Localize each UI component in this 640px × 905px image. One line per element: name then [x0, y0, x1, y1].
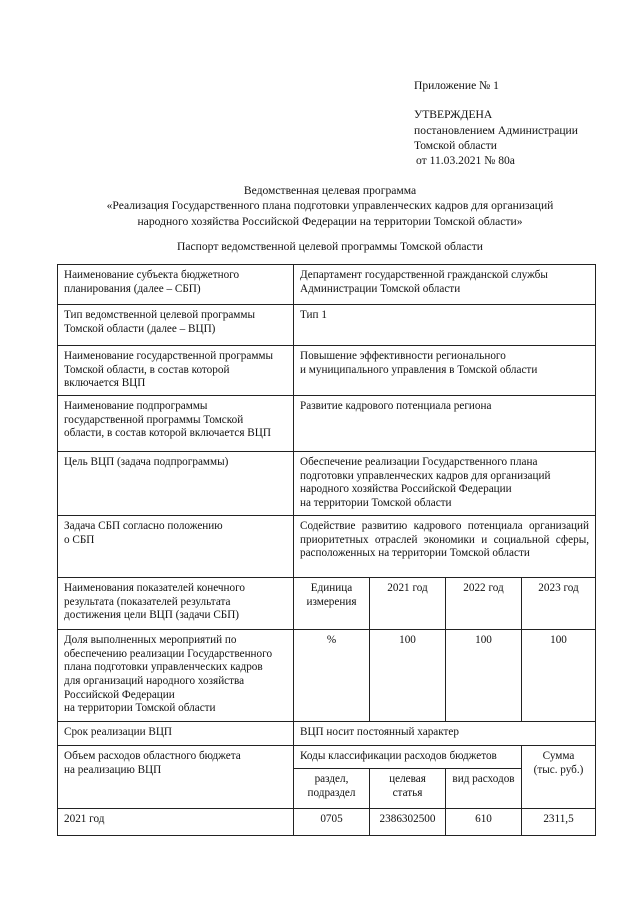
indicator-1-unit: %	[294, 630, 370, 722]
row-subject	[58, 265, 596, 305]
year-2022-header: 2022 год	[446, 578, 522, 630]
row-indicators-header	[58, 578, 596, 630]
goal-value: Обеспечение реализации Государственного плана подготовки управленческих кадров для организаций народного хозяйства Российской Федерации на территории Томской области	[294, 452, 596, 516]
program-title-line-1: Ведомственная целевая программа	[243, 184, 417, 197]
row-indicator-1	[58, 630, 596, 722]
program-title	[40, 183, 620, 229]
row-term	[58, 722, 596, 746]
row-task	[58, 516, 596, 578]
budget-label: Объем расходов областного бюджета на реализацию ВЦП	[58, 746, 294, 809]
year-2021-target: 2386302500	[370, 809, 446, 836]
approval-line-2: Томской области	[414, 138, 497, 152]
type-value: Тип 1	[294, 305, 596, 346]
approval-line-1: постановлением Администрации	[414, 123, 578, 137]
approval-block	[414, 78, 629, 168]
subprogram-label: Наименование подпрограммы государственной программы Томской области, в состав которой включается ВЦП	[58, 396, 294, 452]
appendix-label: Приложение № 1	[414, 79, 499, 92]
state-program-label: Наименование государственной программы Томской области, в состав которой включается ВЦП	[58, 346, 294, 396]
indicator-1-label: Доля выполненных мероприятий по обеспечению реализации Государственного плана подготовки управленческих кадров для организаций народного хозяйства Российской Федерации на территории Томской области	[58, 630, 294, 722]
row-budget-header-1	[58, 746, 596, 769]
expense-header: вид расходов	[446, 769, 522, 809]
passport-title: Паспорт ведомственной целевой программы Томской области	[177, 240, 483, 253]
year-2023-header: 2023 год	[522, 578, 596, 630]
state-program-value: Повышение эффективности регионального и муниципального управления в Томской области	[294, 346, 596, 396]
year-2021-section: 0705	[294, 809, 370, 836]
codes-header: Коды классификации расходов бюджетов	[294, 746, 522, 769]
indicator-1-2022: 100	[446, 630, 522, 722]
row-type	[58, 305, 596, 346]
indicator-1-2021: 100	[370, 630, 446, 722]
section-header: раздел, подраздел	[294, 769, 370, 809]
passport-table	[57, 264, 596, 836]
row-year-2021	[58, 809, 596, 836]
program-title-line-3: народного хозяйства Российской Федерации на территории Томской области»	[137, 214, 523, 228]
row-goal	[58, 452, 596, 516]
type-label: Тип ведомственной целевой программы Томской области (далее – ВЦП)	[58, 305, 294, 346]
program-title-line-2: «Реализация Государственного плана подготовки управленческих кадров для организаций	[106, 199, 554, 213]
year-2021-expense: 610	[446, 809, 522, 836]
subject-label: Наименование субъекта бюджетного планирования (далее – СБП)	[58, 265, 294, 305]
year-2021-label: 2021 год	[58, 809, 294, 836]
year-2021-sum: 2311,5	[522, 809, 596, 836]
row-subprogram	[58, 396, 596, 452]
term-label: Срок реализации ВЦП	[58, 722, 294, 746]
target-header: целевая статья	[370, 769, 446, 809]
unit-header: Единица измерения	[294, 578, 370, 630]
subject-value: Департамент государственной гражданской службы Администрации Томской области	[294, 265, 596, 305]
term-value: ВЦП носит постоянный характер	[294, 722, 596, 746]
indicator-1-2023: 100	[522, 630, 596, 722]
indicators-label: Наименования показателей конечного результата (показателей результата достижения цели ВЦП (задачи СБП)	[58, 578, 294, 630]
task-label: Задача СБП согласно положению о СБП	[58, 516, 294, 578]
approval-date: от 11.03.2021 № 80а	[416, 154, 515, 168]
goal-label: Цель ВЦП (задача подпрограммы)	[58, 452, 294, 516]
year-2021-header: 2021 год	[370, 578, 446, 630]
task-value: Содействие развитию кадрового потенциала организаций приоритетных отраслей экономики и социальной сферы, расположенных на территории Томской области	[294, 516, 596, 578]
subprogram-value: Развитие кадрового потенциала региона	[294, 396, 596, 452]
row-state-program	[58, 346, 596, 396]
sum-header: Сумма (тыс. руб.)	[522, 746, 596, 809]
approved-label: УТВЕРЖДЕНА	[414, 108, 493, 122]
